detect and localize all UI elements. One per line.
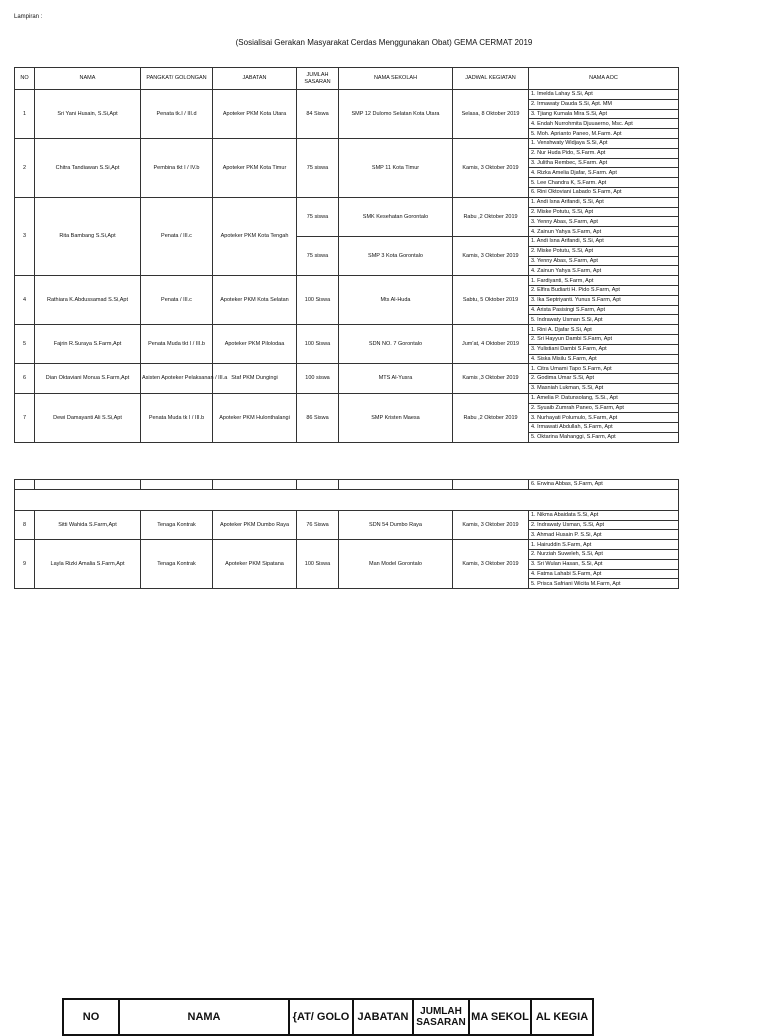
row-jadwal: Selasa, 8 Oktober 2019 — [453, 90, 529, 139]
aoc-entry: 1. Fardiyanti, S.Farm, Apt — [529, 276, 679, 286]
row-jadwal: Rabu ,2 Oktober 2019 — [453, 197, 529, 236]
row-no: 1 — [15, 90, 35, 139]
row-pangkat: Penata Muda tk I / III.b — [141, 393, 213, 442]
row-sekolah: SDN NO. 7 Gorontalo — [339, 325, 453, 364]
aoc-entry: 5. Indrawaty Usman S.Si, Apt — [529, 315, 679, 325]
row-jadwal: Kamis, 3 Oktober 2019 — [453, 236, 529, 275]
row-jabatan: Apoteker PKM Kota Selatan — [213, 276, 297, 325]
col-pangkat: PANGKAT/ GOLONGAN — [141, 68, 213, 90]
row-no: 6 — [15, 364, 35, 393]
table-row — [15, 480, 679, 490]
aoc-entry: 3. Julitha Rembec, S.Farm. Apt — [529, 158, 679, 168]
row-pangkat: Penata / III.c — [141, 197, 213, 275]
row-jadwal: Rabu ,2 Oktober 2019 — [453, 393, 529, 442]
col-no: NO — [63, 999, 119, 1035]
row-nama: Layla Rizki Amalia S.Farm,Apt — [35, 540, 141, 589]
row-jumlah: 75 siswa — [297, 138, 339, 197]
row-sekolah: SMP 3 Kota Gorontalo — [339, 236, 453, 275]
row-jumlah: 76 Siswa — [297, 510, 339, 539]
aoc-entry: 4. Zainun Yahya S.Farm, Apt — [529, 227, 679, 237]
aoc-entry: 3. Ahmad Husain P. S.Si, Apt — [529, 530, 679, 540]
aoc-entry: 2. Nur Huda Pido, S.Farm. Apt — [529, 148, 679, 158]
col-nama: NAMA — [119, 999, 289, 1035]
aoc-entry: 3. Ika Septriyanti. Yunus S.Farm, Apt — [529, 295, 679, 305]
row-jabatan: Apoteker PKM Kota Tengah — [213, 197, 297, 275]
row-jadwal: Kamis, 3 Oktober 2019 — [453, 138, 529, 197]
aoc-entry: 1. Hairuddin S.Farm, Apt — [529, 540, 679, 550]
col-pangkat: {AT/ GOLO — [289, 999, 353, 1035]
col-sekolah: MA SEKOL — [469, 999, 531, 1035]
aoc-entry: 4. Endah Nurrohmita Djuuaerno, Msc. Apt — [529, 119, 679, 129]
aoc-entry: 6. Erwina Abbas, S.Farm, Apt — [529, 480, 679, 490]
activity-table-continued — [14, 479, 679, 589]
aoc-entry: 4. Rizka Amelia Djafar, S.Farm. Apt — [529, 168, 679, 178]
aoc-entry: 2. Miske Potutu, S.Si, Apt — [529, 246, 679, 256]
row-jumlah: 100 Siswa — [297, 540, 339, 589]
col-jadwal: AL KEGIA — [531, 999, 593, 1035]
table-row — [15, 276, 679, 286]
row-jumlah: 84 Siswa — [297, 90, 339, 139]
table-header-row — [15, 68, 679, 90]
aoc-entry: 2. Irmawaty Dauda S.Si, Apt. MM — [529, 99, 679, 109]
aoc-entry: 3. Sri Wulan Hasan, S.Si, Apt — [529, 559, 679, 569]
row-pangkat: Tenaga Kontrak — [141, 540, 213, 589]
row-sekolah: SMK Kesehatan Gorontalo — [339, 197, 453, 236]
table-row — [15, 90, 679, 100]
row-jabatan: Staf PKM Dungingi — [213, 364, 297, 393]
row-nama: Sitti Wahida S.Farm,Apt — [35, 510, 141, 539]
row-jadwal: Kamis, 3 Oktober 2019 — [453, 540, 529, 589]
row-jadwal: Kamis, 3 Oktober 2019 — [453, 510, 529, 539]
col-no: NO — [15, 68, 35, 90]
aoc-entry: 1. Rini A. Djafar S.Si, Apt — [529, 325, 679, 335]
table-row — [15, 540, 679, 550]
col-jumlah: JUMLAH SASARAN — [297, 68, 339, 90]
row-nama: Chitra Tandiawan S.Si,Apt — [35, 138, 141, 197]
row-no: 2 — [15, 138, 35, 197]
row-nama: Fajrin R.Suraya S.Farm,Apt — [35, 325, 141, 364]
row-sekolah: SMP Kristen Maesa — [339, 393, 453, 442]
aoc-entry: 4. Fatma Lahabi S.Farm, Apt — [529, 569, 679, 579]
row-jabatan: Apoteker PKM Hulonthalangi — [213, 393, 297, 442]
aoc-entry: 6. Rini Oktoviani Labado S.Farm, Apt — [529, 187, 679, 197]
row-jadwal: Sabtu, 5 Oktober 2019 — [453, 276, 529, 325]
aoc-entry: 1. Amelia P. Datunsolang, S.Si., Apt — [529, 393, 679, 403]
aoc-entry: 4. Zainun Yahya S.Farm, Apt — [529, 266, 679, 276]
aoc-entry: 3. Nurhayati Polumulo, S.Farm, Apt — [529, 413, 679, 423]
aoc-entry: 2. Elfira Budiarti H. Pido S.Farm, Apt — [529, 285, 679, 295]
aoc-entry: 3. Tjiang Kumala Mira S.Si, Apt — [529, 109, 679, 119]
table-row — [15, 489, 679, 510]
row-jadwal: Kamis ,3 Oktober 2019 — [453, 364, 529, 393]
row-nama: Rathiara K.Abdussamad S.Si,Apt — [35, 276, 141, 325]
aoc-entry: 4. Arista Pasisingi S.Farm, Apt — [529, 305, 679, 315]
aoc-entry: 4. Irmawati Abdullah, S.Farm, Apt — [529, 423, 679, 433]
row-jumlah: 75 siswa — [297, 197, 339, 236]
row-no: 7 — [15, 393, 35, 442]
row-nama: Dewi Damayanti Ali S.Si,Apt — [35, 393, 141, 442]
row-pangkat: Penata tk.I / III.d — [141, 90, 213, 139]
col-jabatan: JABATAN — [213, 68, 297, 90]
row-pangkat: Pembina tkt I / IV.b — [141, 138, 213, 197]
row-jabatan: Apoteker PKM Sipatana — [213, 540, 297, 589]
row-nama: Rita Bambang S.Si,Apt — [35, 197, 141, 275]
row-no: 3 — [15, 197, 35, 275]
table-row — [15, 138, 679, 148]
aoc-entry: 1. Nikma Abaidata S.Si, Apt — [529, 510, 679, 520]
row-jabatan: Apoteker PKM Pilolodaa — [213, 325, 297, 364]
aoc-entry: 5. Moh. Aprianto Paneo, M.Farm. Apt — [529, 129, 679, 139]
row-pangkat: Penata / III.c — [141, 276, 213, 325]
col-jabatan: JABATAN — [353, 999, 413, 1035]
table-row — [15, 325, 679, 335]
row-sekolah: SMP 11 Kota Timur — [339, 138, 453, 197]
table-row — [15, 197, 679, 207]
activity-table — [14, 67, 679, 443]
row-no: 4 — [15, 276, 35, 325]
row-jumlah: 100 Siswa — [297, 276, 339, 325]
aoc-entry: 5. Lee Chandra K, S.Farm. Apt — [529, 178, 679, 188]
row-jabatan: Apoteker PKM Dumbo Raya — [213, 510, 297, 539]
row-jumlah: 100 siswa — [297, 364, 339, 393]
row-jumlah: 75 siswa — [297, 236, 339, 275]
aoc-entry: 2. Syuaib Zumrah Paneo, S.Farm, Apt — [529, 403, 679, 413]
row-pangkat: Asisten Apoteker Pelaksanan / III.a — [141, 364, 213, 393]
aoc-entry: 1. Andi Isna Arifandi, S.Si, Apt — [529, 197, 679, 207]
col-jadwal: JADWAL KEGIATAN — [453, 68, 529, 90]
aoc-entry: 1. Imelda Lahay S.Si, Apt — [529, 90, 679, 100]
aoc-entry: 5. Prisca Safriani Wicita M.Farm, Apt — [529, 579, 679, 589]
aoc-entry: 3. Yenny Abas, S.Farm, Apt — [529, 217, 679, 227]
row-jadwal: Jum'at, 4 Oktober 2019 — [453, 325, 529, 364]
aoc-entry: 2. Godima Umar S.Si, Apt — [529, 374, 679, 384]
aoc-entry: 5. Oktarina Mahanggi, S.Farm, Apt — [529, 432, 679, 442]
aoc-entry: 4. Siska Misilu S.Farm, Apt — [529, 354, 679, 364]
aoc-entry: 2. Sri Hayyun Dambi S.Farm, Apt — [529, 334, 679, 344]
row-nama: Dian Oktaviani Monua S.Farm,Apt — [35, 364, 141, 393]
row-nama: Sri Yani Husain, S.Si,Apt — [35, 90, 141, 139]
row-sekolah: Man Model Gorontalo — [339, 540, 453, 589]
aoc-entry: 3. Yulistiani Dambi S.Farm, Apt — [529, 344, 679, 354]
lampiran-label: Lampiran : — [14, 14, 43, 20]
aoc-entry: 3. Masniah Lukman, S.Si, Apt — [529, 383, 679, 393]
table-row — [15, 510, 679, 520]
col-aoc: NAMA AOC — [529, 68, 679, 90]
row-jabatan: Apoteker PKM Kota Timur — [213, 138, 297, 197]
table-row — [15, 393, 679, 403]
row-sekolah: Mts Al-Huda — [339, 276, 453, 325]
row-pangkat: Penata Muda tkt I / III.b — [141, 325, 213, 364]
table-row — [15, 364, 679, 374]
row-sekolah: MTS Al-Yusra — [339, 364, 453, 393]
aoc-entry: 2. Nurziah Suweleh, S.Si, Apt — [529, 549, 679, 559]
aoc-entry: 3. Yenny Abas, S.Farm, Apt — [529, 256, 679, 266]
row-sekolah: SMP 12 Dulomo Selatan Kota Utara — [339, 90, 453, 139]
row-jabatan: Apoteker PKM Kota Utara — [213, 90, 297, 139]
col-sekolah: NAMA SEKOLAH — [339, 68, 453, 90]
row-pangkat: Tenaga Kontrak — [141, 510, 213, 539]
repeated-header — [62, 998, 594, 1036]
aoc-entry: 2. Miske Potutu, S.Si, Apt — [529, 207, 679, 217]
aoc-entry: 2. Indrawaty Usman, S.Si, Apt — [529, 520, 679, 530]
aoc-entry: 1. Citra Umami Tapo S.Farm, Apt — [529, 364, 679, 374]
document-title: (Sosialisai Gerakan Masyarakat Cerdas Menggunakan Obat) GEMA CERMAT 2019 — [235, 38, 533, 47]
col-nama: NAMA — [35, 68, 141, 90]
row-jumlah: 86 Siswa — [297, 393, 339, 442]
row-jumlah: 100 Siswa — [297, 325, 339, 364]
row-no: 9 — [15, 540, 35, 589]
row-no: 8 — [15, 510, 35, 539]
row-sekolah: SDN 54 Dumbo Raya — [339, 510, 453, 539]
row-no: 5 — [15, 325, 35, 364]
aoc-entry: 1. Andi Isna Arifandi, S.Si, Apt — [529, 236, 679, 246]
col-jumlah: JUMLAH SASARAN — [413, 999, 469, 1035]
aoc-entry: 1. Venshwaty Widjaya S.Si, Apt — [529, 138, 679, 148]
